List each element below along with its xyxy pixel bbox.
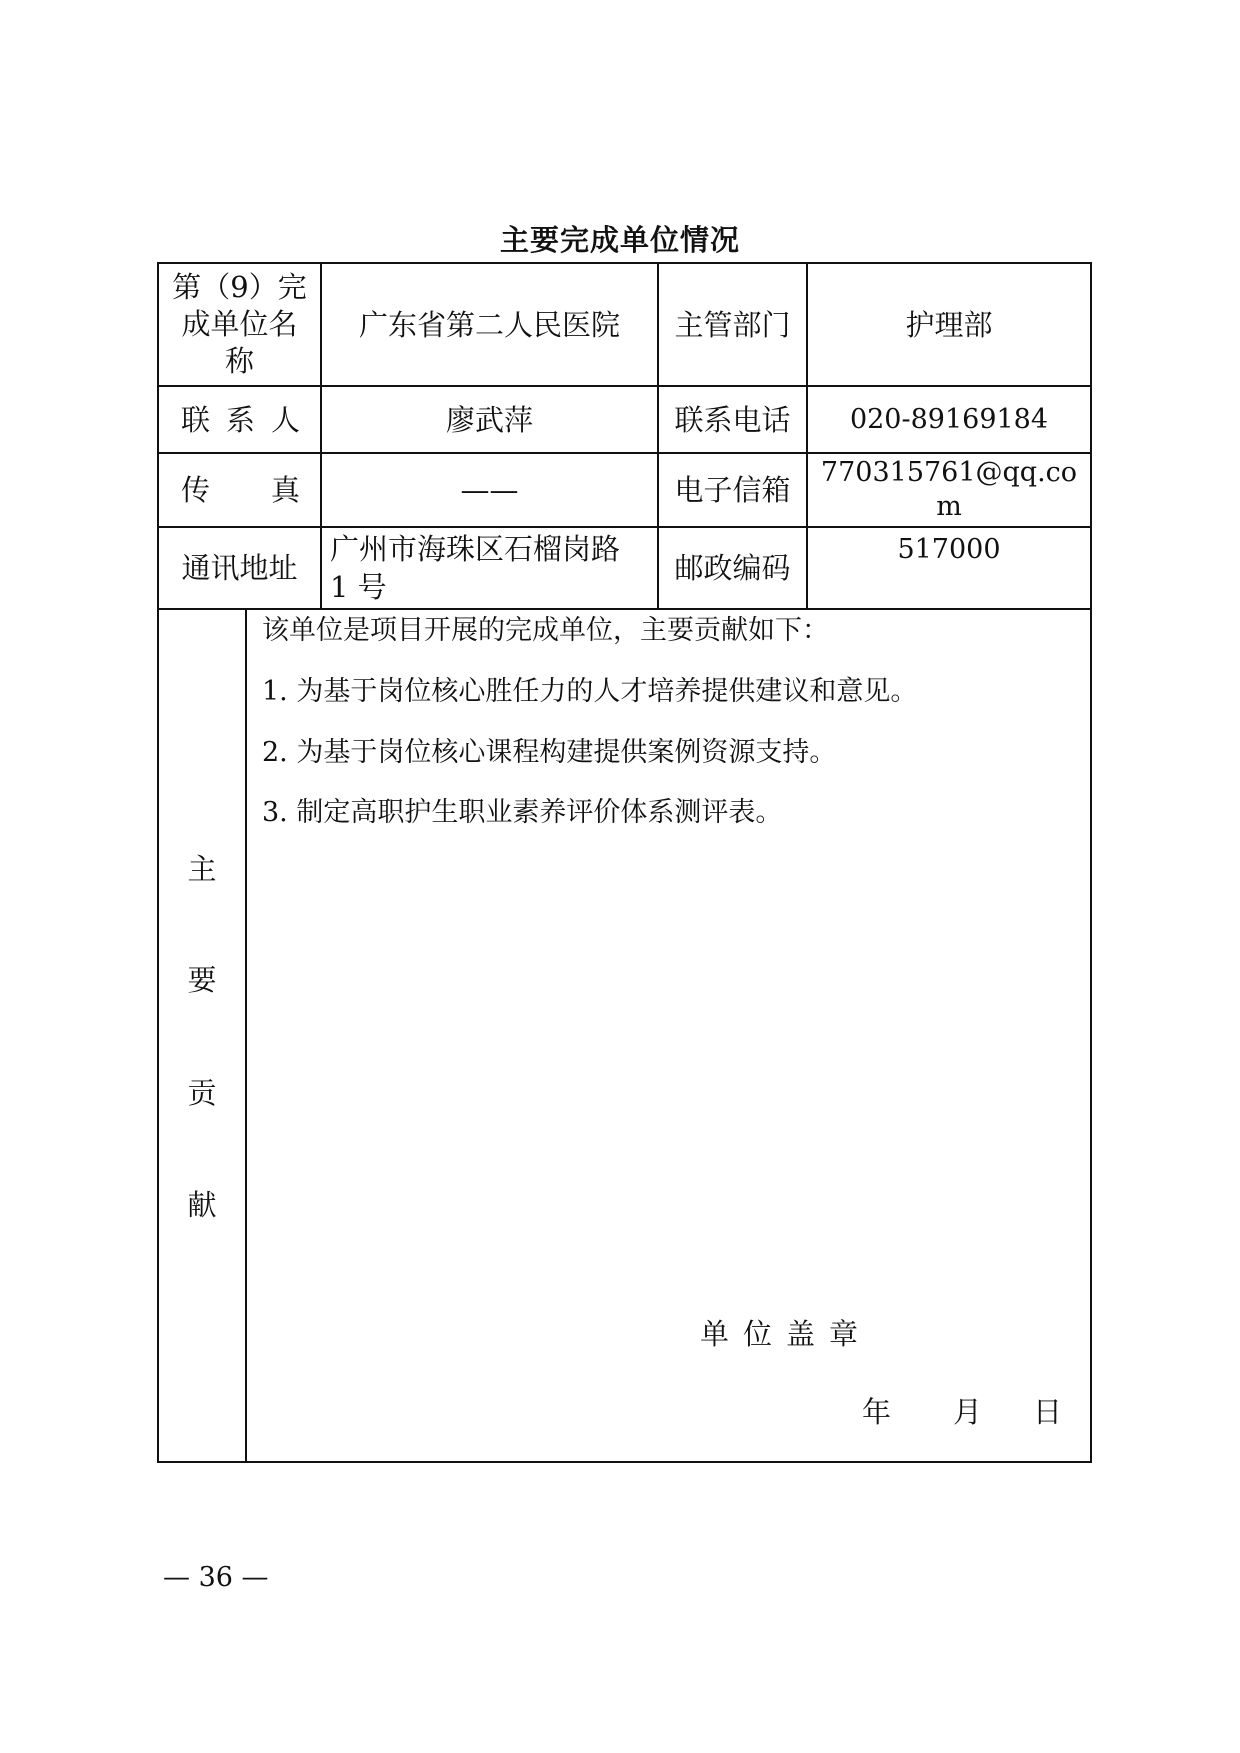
postcode-label: 邮政编码 (674, 551, 791, 585)
phone-label: 联系电话 (674, 402, 791, 437)
email-label: 电子信箱 (674, 473, 791, 507)
fax-label: 传 真 (181, 473, 300, 507)
contribution-item: 2. 为基于岗位核心课程构建提供案例资源支持。 (262, 737, 837, 768)
row-divider (157, 608, 1092, 610)
contribution-intro: 该单位是项目开展的完成单位，主要贡献如下： (262, 615, 829, 646)
unit-stamp-label: 单位盖章 (700, 1317, 873, 1351)
page-number: — 36 — (163, 1562, 269, 1593)
contact-label: 联 系 人 (181, 402, 300, 437)
department-value: 护理部 (905, 307, 993, 342)
contribution-label-char: 主 (187, 852, 217, 886)
contribution-label-char: 要 (187, 963, 217, 997)
department-label: 主管部门 (674, 307, 791, 342)
unit-name-label: 第（9）完 成单位名 称 (172, 270, 307, 378)
date-month: 月 (953, 1395, 983, 1429)
contribution-label-char: 献 (187, 1188, 217, 1222)
date-year: 年 (862, 1395, 892, 1429)
unit-name-value: 广东省第二人民医院 (358, 307, 620, 342)
phone-value: 020-89169184 (849, 403, 1049, 435)
address-label: 通讯地址 (181, 551, 298, 585)
column-divider (245, 608, 247, 1463)
date-day: 日 (1033, 1395, 1063, 1429)
postcode-value: 517000 (897, 534, 1001, 565)
contribution-item: 1. 为基于岗位核心胜任力的人才培养提供建议和意见。 (262, 676, 918, 707)
fax-value: —— (460, 473, 519, 507)
email-value: 770315761@qq.co m (820, 457, 1078, 522)
contribution-item: 3. 制定高职护生职业素养评价体系测评表。 (262, 797, 783, 828)
contact-value: 廖武萍 (445, 402, 533, 437)
page-title: 主要完成单位情况 (499, 223, 740, 257)
contribution-label-char: 贡 (187, 1076, 217, 1110)
address-value: 广州市海珠区石榴岗路 1 号 (330, 532, 621, 604)
